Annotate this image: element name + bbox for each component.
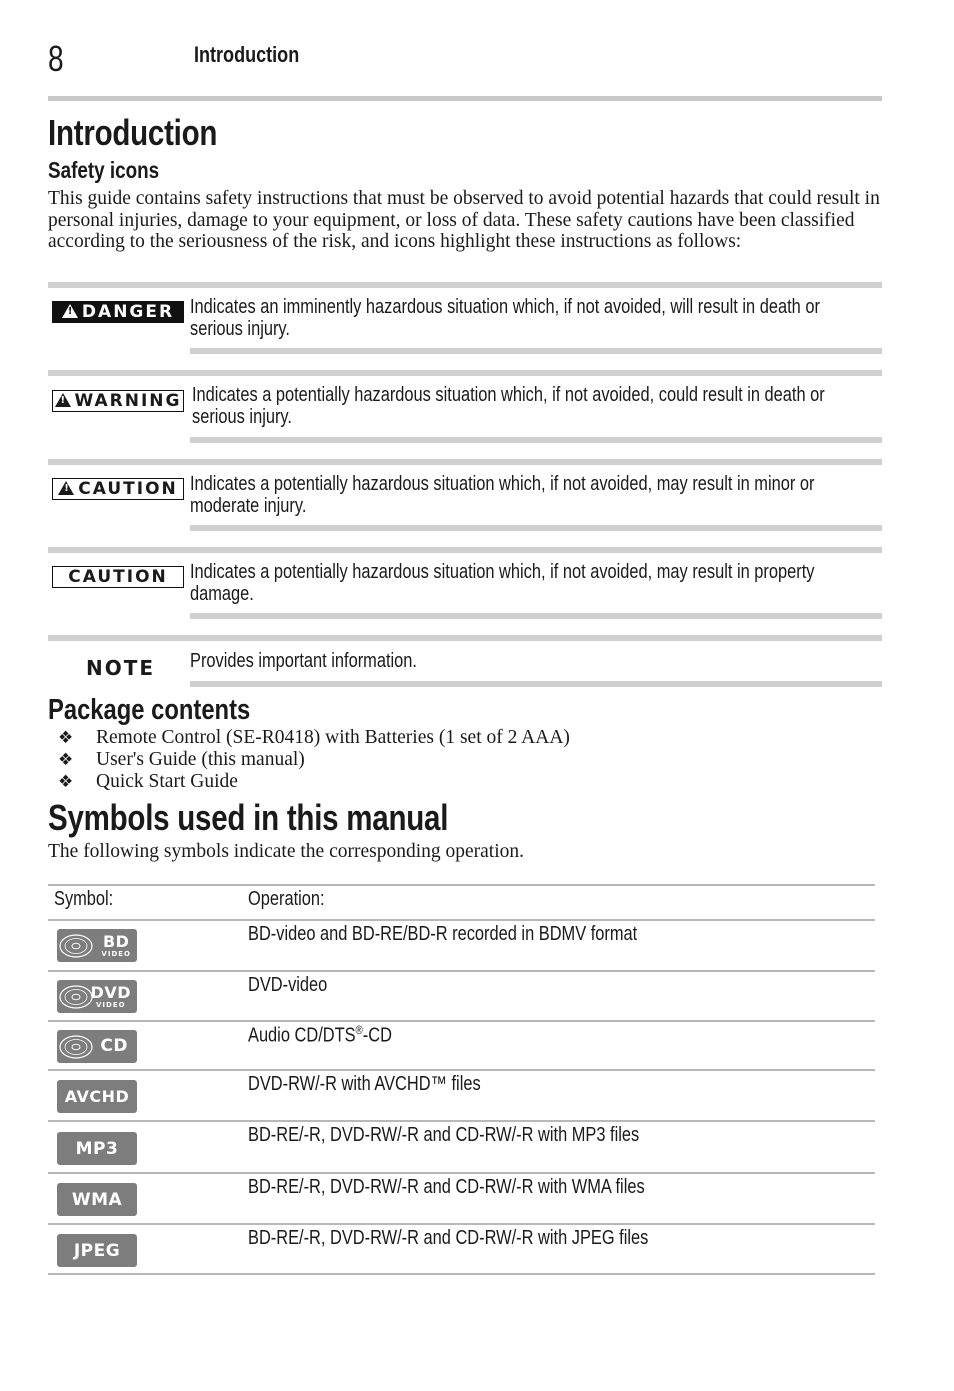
warning-triangle-icon: [62, 304, 78, 318]
caution-badge: [52, 478, 184, 500]
table-rule: [48, 547, 882, 553]
table-rule: [190, 437, 882, 443]
operation-text: DVD-RW/-R with AVCHD™ files: [248, 1073, 481, 1095]
table-rule: [190, 525, 882, 531]
page-title: Introduction: [48, 112, 218, 153]
symbols-intro: The following symbols indicate the corresponding operation.: [48, 841, 525, 862]
table-rule: [48, 1020, 875, 1022]
running-head: Introduction: [194, 42, 300, 67]
operation-text: BD-RE/-R, DVD-RW/-R and CD-RW/-R with JPEG files: [248, 1227, 649, 1249]
table-rule: [48, 884, 875, 886]
mp3-icon: MP3: [57, 1132, 137, 1165]
table-rule: [190, 613, 882, 619]
danger-description: Indicates an imminently hazardous situation which, if not avoided, will result in death or serious injury.: [190, 296, 820, 340]
badge-label: WARNING: [74, 391, 182, 411]
operation-text: DVD-video: [248, 974, 328, 996]
badge-label: CAUTION: [68, 567, 168, 587]
column-header-symbol: Symbol:: [54, 888, 114, 910]
disc-icon: [59, 932, 94, 959]
page-number: 8: [48, 38, 64, 79]
column-header-operation: Operation:: [248, 888, 325, 910]
avchd-icon: AVCHD: [57, 1080, 137, 1113]
caution-description: Indicates a potentially hazardous situation which, if not avoided, may result in minor or moderate injury.: [190, 473, 815, 517]
package-contents-heading: Package contents: [48, 694, 251, 726]
table-rule: [48, 1120, 875, 1122]
table-rule: [48, 970, 875, 972]
table-rule: [48, 459, 882, 465]
warning-triangle-icon: [55, 393, 71, 407]
note-description: Provides important information.: [190, 650, 417, 672]
caution-property-description: Indicates a potentially hazardous situation which, if not avoided, may result in property damage.: [190, 561, 815, 605]
warning-badge: [52, 390, 184, 412]
dvd-video-icon: DVD VIDEO: [57, 980, 137, 1013]
badge-label: DANGER: [81, 302, 175, 322]
table-rule: [48, 1223, 875, 1225]
table-rule: [190, 681, 882, 687]
wma-icon: WMA: [57, 1183, 137, 1216]
safety-icons-heading: Safety icons: [48, 157, 160, 183]
table-rule: [48, 370, 882, 376]
operation-text: BD-video and BD-RE/BD-R recorded in BDMV format: [248, 923, 638, 945]
diamond-bullet-icon: ❖: [58, 750, 74, 770]
list-item: ❖ User's Guide (this manual): [58, 749, 305, 770]
jpeg-icon: JPEG: [57, 1234, 137, 1267]
cd-icon: CD: [57, 1030, 137, 1063]
table-rule: [48, 1273, 875, 1275]
symbols-heading: Symbols used in this manual: [48, 797, 449, 838]
table-rule: [48, 1069, 875, 1071]
bd-video-icon: BD VIDEO: [57, 929, 137, 962]
badge-label: CAUTION: [78, 479, 178, 499]
operation-text: Audio CD/DTS®-CD: [248, 1023, 392, 1047]
warning-triangle-icon: [58, 481, 74, 495]
danger-badge: [52, 301, 184, 323]
list-item: ❖ Quick Start Guide: [58, 771, 238, 792]
warning-description: Indicates a potentially hazardous situation which, if not avoided, could result in death or serious injury.: [192, 384, 825, 428]
operation-text: BD-RE/-R, DVD-RW/-R and CD-RW/-R with WMA files: [248, 1176, 645, 1198]
table-rule: [190, 348, 882, 354]
operation-text: BD-RE/-R, DVD-RW/-R and CD-RW/-R with MP3 files: [248, 1124, 640, 1146]
list-item: ❖ Remote Control (SE-R0418) with Batteries (1 set of 2 AAA): [58, 727, 570, 748]
diamond-bullet-icon: ❖: [58, 772, 74, 792]
table-rule: [48, 919, 875, 921]
table-rule: [48, 1172, 875, 1174]
header-rule: [48, 96, 882, 101]
table-rule: [48, 282, 882, 288]
safety-intro-paragraph: This guide contains safety instructions that must be observed to avoid potential hazards that could result in personal injuries, damage to your equipment, or loss of data. These safety cautions have been classified according to the seriousness of the risk, and icons highlight these instructions as follows:: [48, 188, 880, 252]
table-rule: [48, 635, 882, 641]
note-label: NOTE: [86, 656, 156, 680]
diamond-bullet-icon: ❖: [58, 728, 74, 748]
caution-property-badge: [52, 566, 184, 588]
disc-icon: [59, 983, 94, 1010]
disc-icon: [59, 1033, 94, 1060]
